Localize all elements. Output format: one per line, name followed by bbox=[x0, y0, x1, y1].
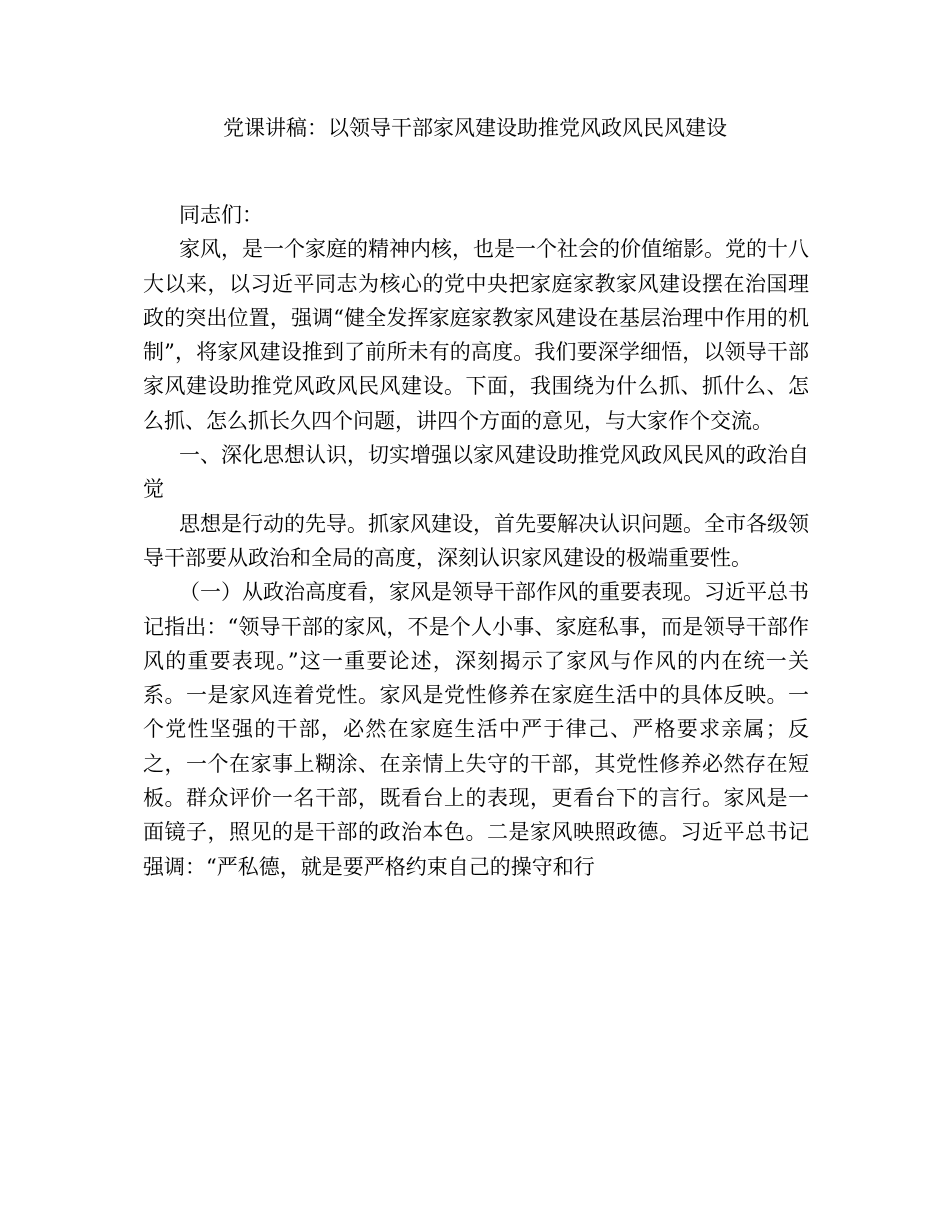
section-1-intro-paragraph: 思想是行动的先导。抓家风建设，首先要解决认识问题。全市各级领导干部要从政治和全局的高度，深刻认识家风建设的极端重要性。 bbox=[143, 511, 809, 570]
subsection-1-paragraph: （一）从政治高度看，家风是领导干部作风的重要表现。习近平总书记指出：“领导干部的家风，不是个人小事、家庭私事，而是领导干部作风的重要表现。”这一重要论述，深刻揭示了家风与作风的内在统一关系。一是家风连着党性。家风是党性修养在家庭生活中的具体反映。一个党性坚强的干部，必然在家庭生活中严于律己、严格要求亲属；反之，一个在家事上糊涂、在亲情上失守的干部，其党性修养必然存在短板。群众评价一名干部，既看台上的表现，更看台下的言行。家风是一面镜子，照见的是干部的政治本色。二是家风映照政德。习近平总书记强调：“严私德，就是要严格约束自己的操守和行 bbox=[143, 580, 809, 879]
document-body bbox=[143, 198, 809, 884]
salutation-paragraph: 同志们： bbox=[179, 203, 263, 227]
intro-paragraph: 家风，是一个家庭的精神内核，也是一个社会的价值缩影。党的十八大以来，以习近平同志为核心的党中央把家庭家教家风建设摆在治国理政的突出位置，强调“健全发挥家庭家教家风建设在基层治理中作用的机制”，将家风建设推到了前所未有的高度。我们要深学细悟，以领导干部家风建设助推党风政风民风建设。下面，我围绕为什么抓、抓什么、怎么抓、怎么抓长久四个问题，讲四个方面的意见，与大家作个交流。 bbox=[143, 237, 809, 433]
section-heading-1: 一、深化思想认识，切实增强以家风建设助推党风政风民风的政治自觉 bbox=[143, 443, 809, 502]
document-title: 党课讲稿：以领导干部家风建设助推党风政风民风建设 bbox=[223, 116, 727, 140]
